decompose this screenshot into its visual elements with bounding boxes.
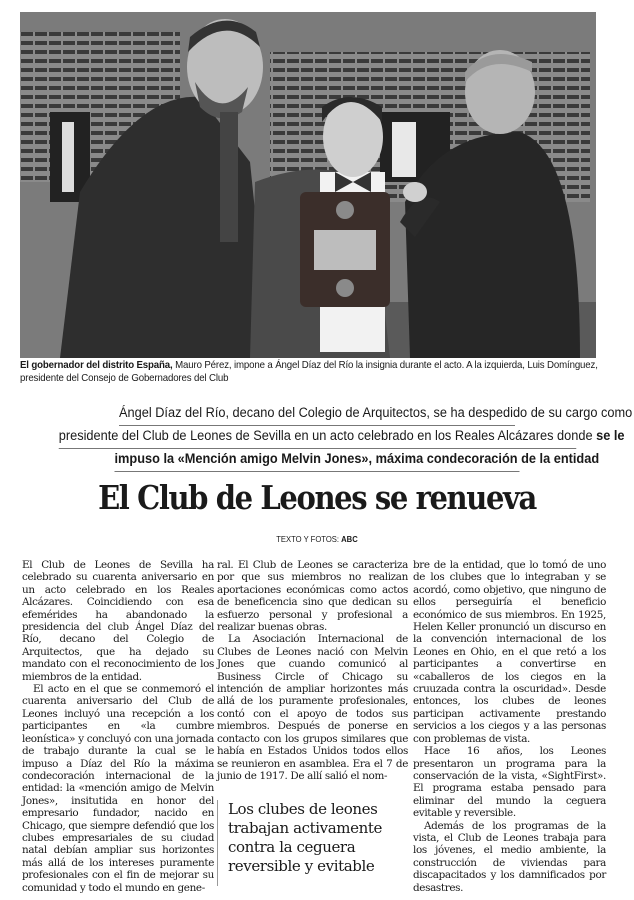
paragraph: La Asociación Internacional de Clubes de Leones nació con Melvin Jones que cuando comunicó al Business Circle of Chicago su intención de ampliar horizontes más allá de los puramente profesionales, contó con el apoyo de todos sus miembros. Después de ponerse en contacto con los grupos similares que había en Estados Unidos todos ellos se reunieron en asamblea. Era el 7 de junio de 1917. De allí salió el nom- bbox=[217, 633, 408, 782]
caption-lead: El gobernador del distrito España, bbox=[20, 360, 173, 371]
lede-line-2-bold: se le bbox=[595, 428, 625, 444]
lede-line-2-text: presidente del Club de Leones de Sevilla en un acto celebrado en los Reales Alcázares donde bbox=[58, 428, 596, 444]
paragraph: bre de la entidad, que lo tomó de uno de los clubes que lo integraban y se acordó, como objetivo, que ninguno de ellos perseguiría el beneficio económico de sus miembros. En 1925, Helen Keller pronunció un discurso en la convención internacional de los Leones en Ohio, en el que retó a los participantes a convertirse en «caballeros de los ciegos en la cruuzada contra la oscuridad». Desde entonces, los clubes de leones participan activamente prestando servicios a los ciegos y a las personas con problemas de vista. bbox=[413, 559, 606, 745]
pull-quote: Los clubes de leones trabajan activamente contra la ceguera reversible y evitable bbox=[217, 800, 416, 886]
byline-source: ABC bbox=[341, 534, 358, 544]
paragraph: El Club de Leones de Sevilla ha celebrado su cuarenta aniversario en un acto celebrado en los Reales Alcázares. Coincidiendo con esa efemérides ha abandonado la presidencia del club Ángel Díaz del Río, decano del Colegio de Arquitectos, que ha dejado su mandato con el reconocimiento de los miembros de la entidad. bbox=[22, 559, 214, 683]
body-column-3 bbox=[413, 559, 606, 894]
lede-line-3: impuso la «Mención amigo Melvin Jones», máxima condecoración de la entidad bbox=[115, 449, 520, 472]
lede-line-2 bbox=[58, 426, 625, 449]
caption-text: Mauro Pérez, impone a Ángel Díaz del Río la insignia durante el acto. A la izquierda, Luis Domínguez, presidente del Consejo de Gobernadores del Club bbox=[20, 360, 598, 384]
lede-line-1: Ángel Díaz del Río, decano del Colegio de Arquitectos, se ha despedido de su cargo como bbox=[119, 403, 515, 426]
body-column-1 bbox=[22, 559, 214, 894]
paragraph: El acto en el que se conmemoró el cuarenta aniversario del Club de Leones incluyó una recepción a los participantes en «la cumbre leonística» y concluyó con una jornada de trabajo durante la cual se le impuso a Díaz del Río la máxima condecoración internacional de la entidad: la «mención amigo de Melvin Jones», insitutida en honor del empresario fundador, nacido en Chicago, que siempre defendió que los clubes empresariales de su ciudad natal debían ampliar sus horizontes más allá de los intereses puramente profesionales con el fin de mejorar su comunidad y todo el mundo en gene- bbox=[22, 683, 214, 894]
body-column-2 bbox=[217, 559, 408, 782]
paragraph: ral. El Club de Leones se caracteriza por que sus miembros no realizan aportaciones económicas como actos de beneficencia sino que dedican su esfuerzo personal y profesional a realizar buenas obras. bbox=[217, 559, 408, 634]
photo-caption bbox=[20, 360, 600, 385]
byline-label: TEXTO Y FOTOS: bbox=[276, 534, 342, 544]
paragraph: Hace 16 años, los Leones presentaron un programa para la conservación de la vista, «SightFirst». El programa estaba pensado para eliminar del mundo la ceguera evitable y reversible. bbox=[413, 745, 606, 820]
article-lede bbox=[26, 403, 633, 472]
article-photo bbox=[20, 12, 596, 358]
article-headline: El Club de Leones se renueva bbox=[98, 478, 536, 517]
photo-of-award-ceremony-icon bbox=[20, 12, 596, 358]
byline bbox=[32, 534, 603, 544]
paragraph: Además de los programas de la vista, el Club de Leones trabaja para los jóvenes, el medio ambiente, la construcción de viviendas para discapacitados y los damnificados por desastres. bbox=[413, 819, 606, 894]
